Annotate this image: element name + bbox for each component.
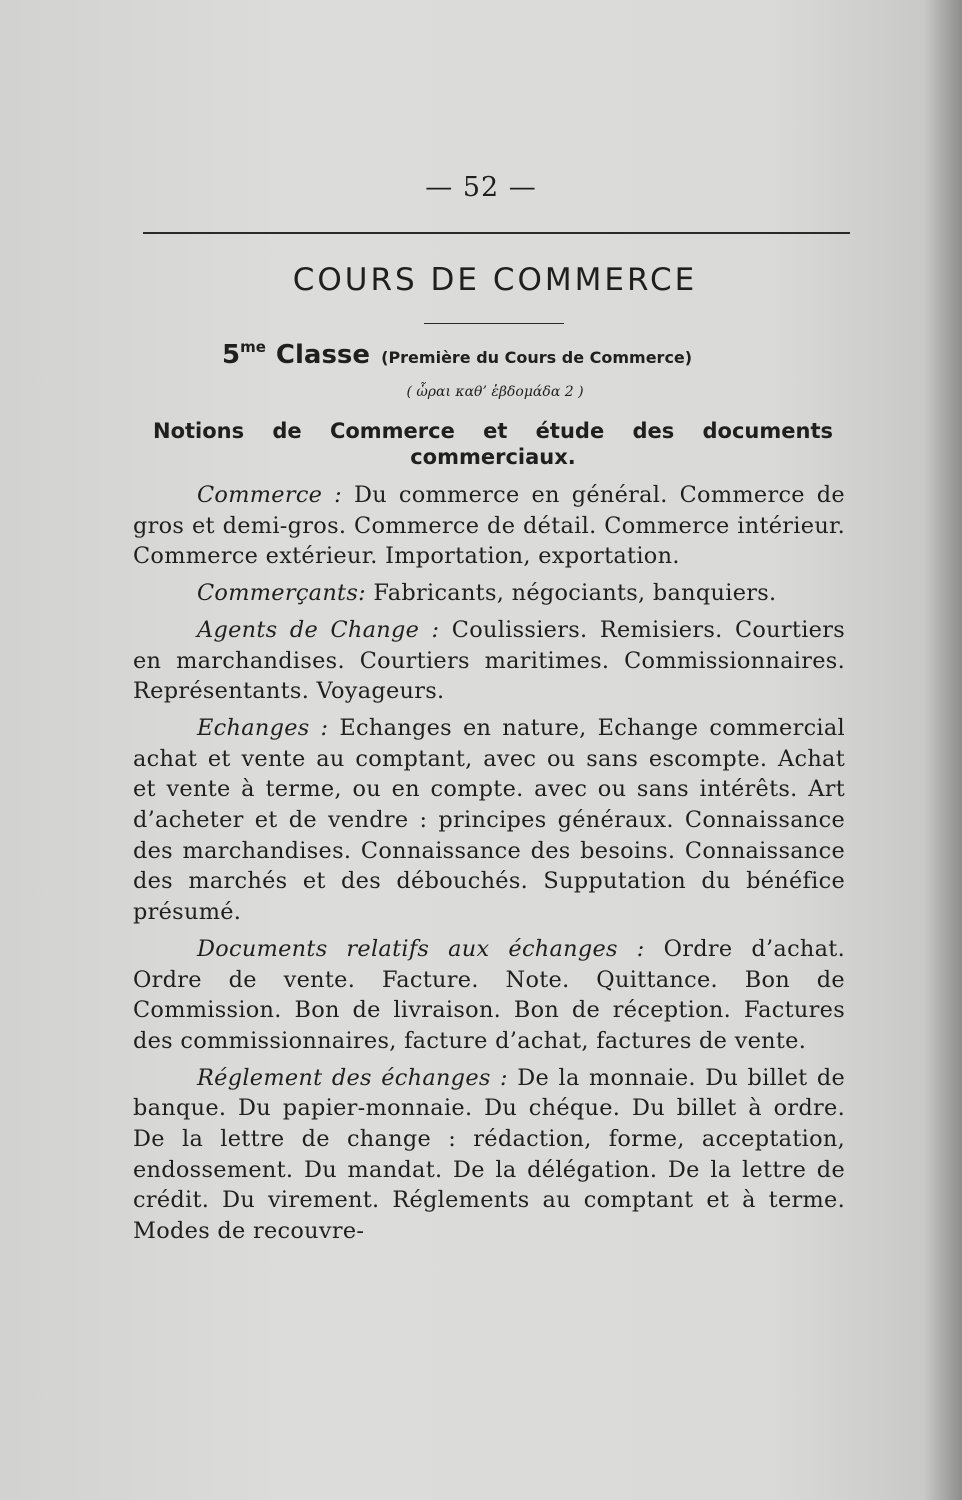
- paragraph-label: Echanges :: [197, 714, 329, 741]
- paragraph-label: Réglement des échanges :: [197, 1064, 508, 1091]
- paragraph-text: Coulissiers. Remisiers. Courtiers en marchandises. Courtiers maritimes. Commissionnaires. Représentants. Voyageurs.: [133, 616, 845, 705]
- class-heading: [222, 338, 692, 370]
- paragraph-label: Commerçants:: [197, 580, 366, 607]
- course-body: [133, 480, 845, 1253]
- greek-hours-note: ( ὧραι καθ’ ἑβδομάδα 2 ): [406, 384, 584, 400]
- paragraph-documents: [133, 934, 845, 1057]
- paragraph-text: Du commerce en général. Commerce de gros et demi-gros. Commerce de détail. Commerce intérieur. Commerce extérieur. Importation, exportation.: [133, 482, 845, 570]
- paragraph-text: Echanges en nature, Echange commercial achat et vente au comptant, avec ou sans escompte. Achat et vente à terme, ou en compte. avec ou sans intérêts. Art d’acheter et de vendre : principes généraux. Connaissance des marchandises. Connaissance des besoins. Connaissance des marchés et des débouchés. Supputation du bénéfice présumé.: [133, 714, 845, 926]
- header-rule: [143, 232, 850, 234]
- class-word: Classe: [275, 340, 371, 370]
- paragraph-label: Documents relatifs aux échanges :: [197, 935, 645, 962]
- page-number: — 52 —: [425, 172, 537, 203]
- paragraph-commerce: [133, 480, 845, 572]
- paragraph-reglement: [133, 1063, 845, 1247]
- notions-heading: Notions de Commerce et étude des documents commerciaux.: [153, 419, 833, 469]
- class-number: 5: [222, 340, 241, 370]
- class-superscript: me: [240, 338, 266, 356]
- title-underline: [424, 323, 564, 324]
- paragraph-label: Commerce :: [197, 482, 343, 508]
- page-title: COURS DE COMMERCE: [292, 262, 698, 298]
- paragraph-label: Agents de Change :: [197, 616, 440, 643]
- class-subtitle: (Première du Cours de Commerce): [381, 348, 693, 367]
- paragraph-agents-de-change: [133, 615, 845, 707]
- paragraph-text: Ordre d’achat. Ordre de vente. Facture. Note. Quittance. Bon de Commission. Bon de livraison. Bon de réception. Factures des commissionnaires, facture d’achat, factures de vente.: [133, 935, 845, 1054]
- paragraph-echanges: [133, 713, 845, 928]
- paragraph-text: Fabricants, négociants, banquiers.: [365, 580, 777, 607]
- paragraph-text: De la monnaie. Du billet de banque. Du papier-monnaie. Du chéque. Du billet à ordre. De la lettre de change : rédaction, forme, acceptation, endossement. Du mandat. De la délégation. De la lettre de crédit. Du virement. Réglements au comptant et à terme. Modes de recouvre-: [133, 1064, 845, 1245]
- paragraph-commercants: [133, 578, 845, 609]
